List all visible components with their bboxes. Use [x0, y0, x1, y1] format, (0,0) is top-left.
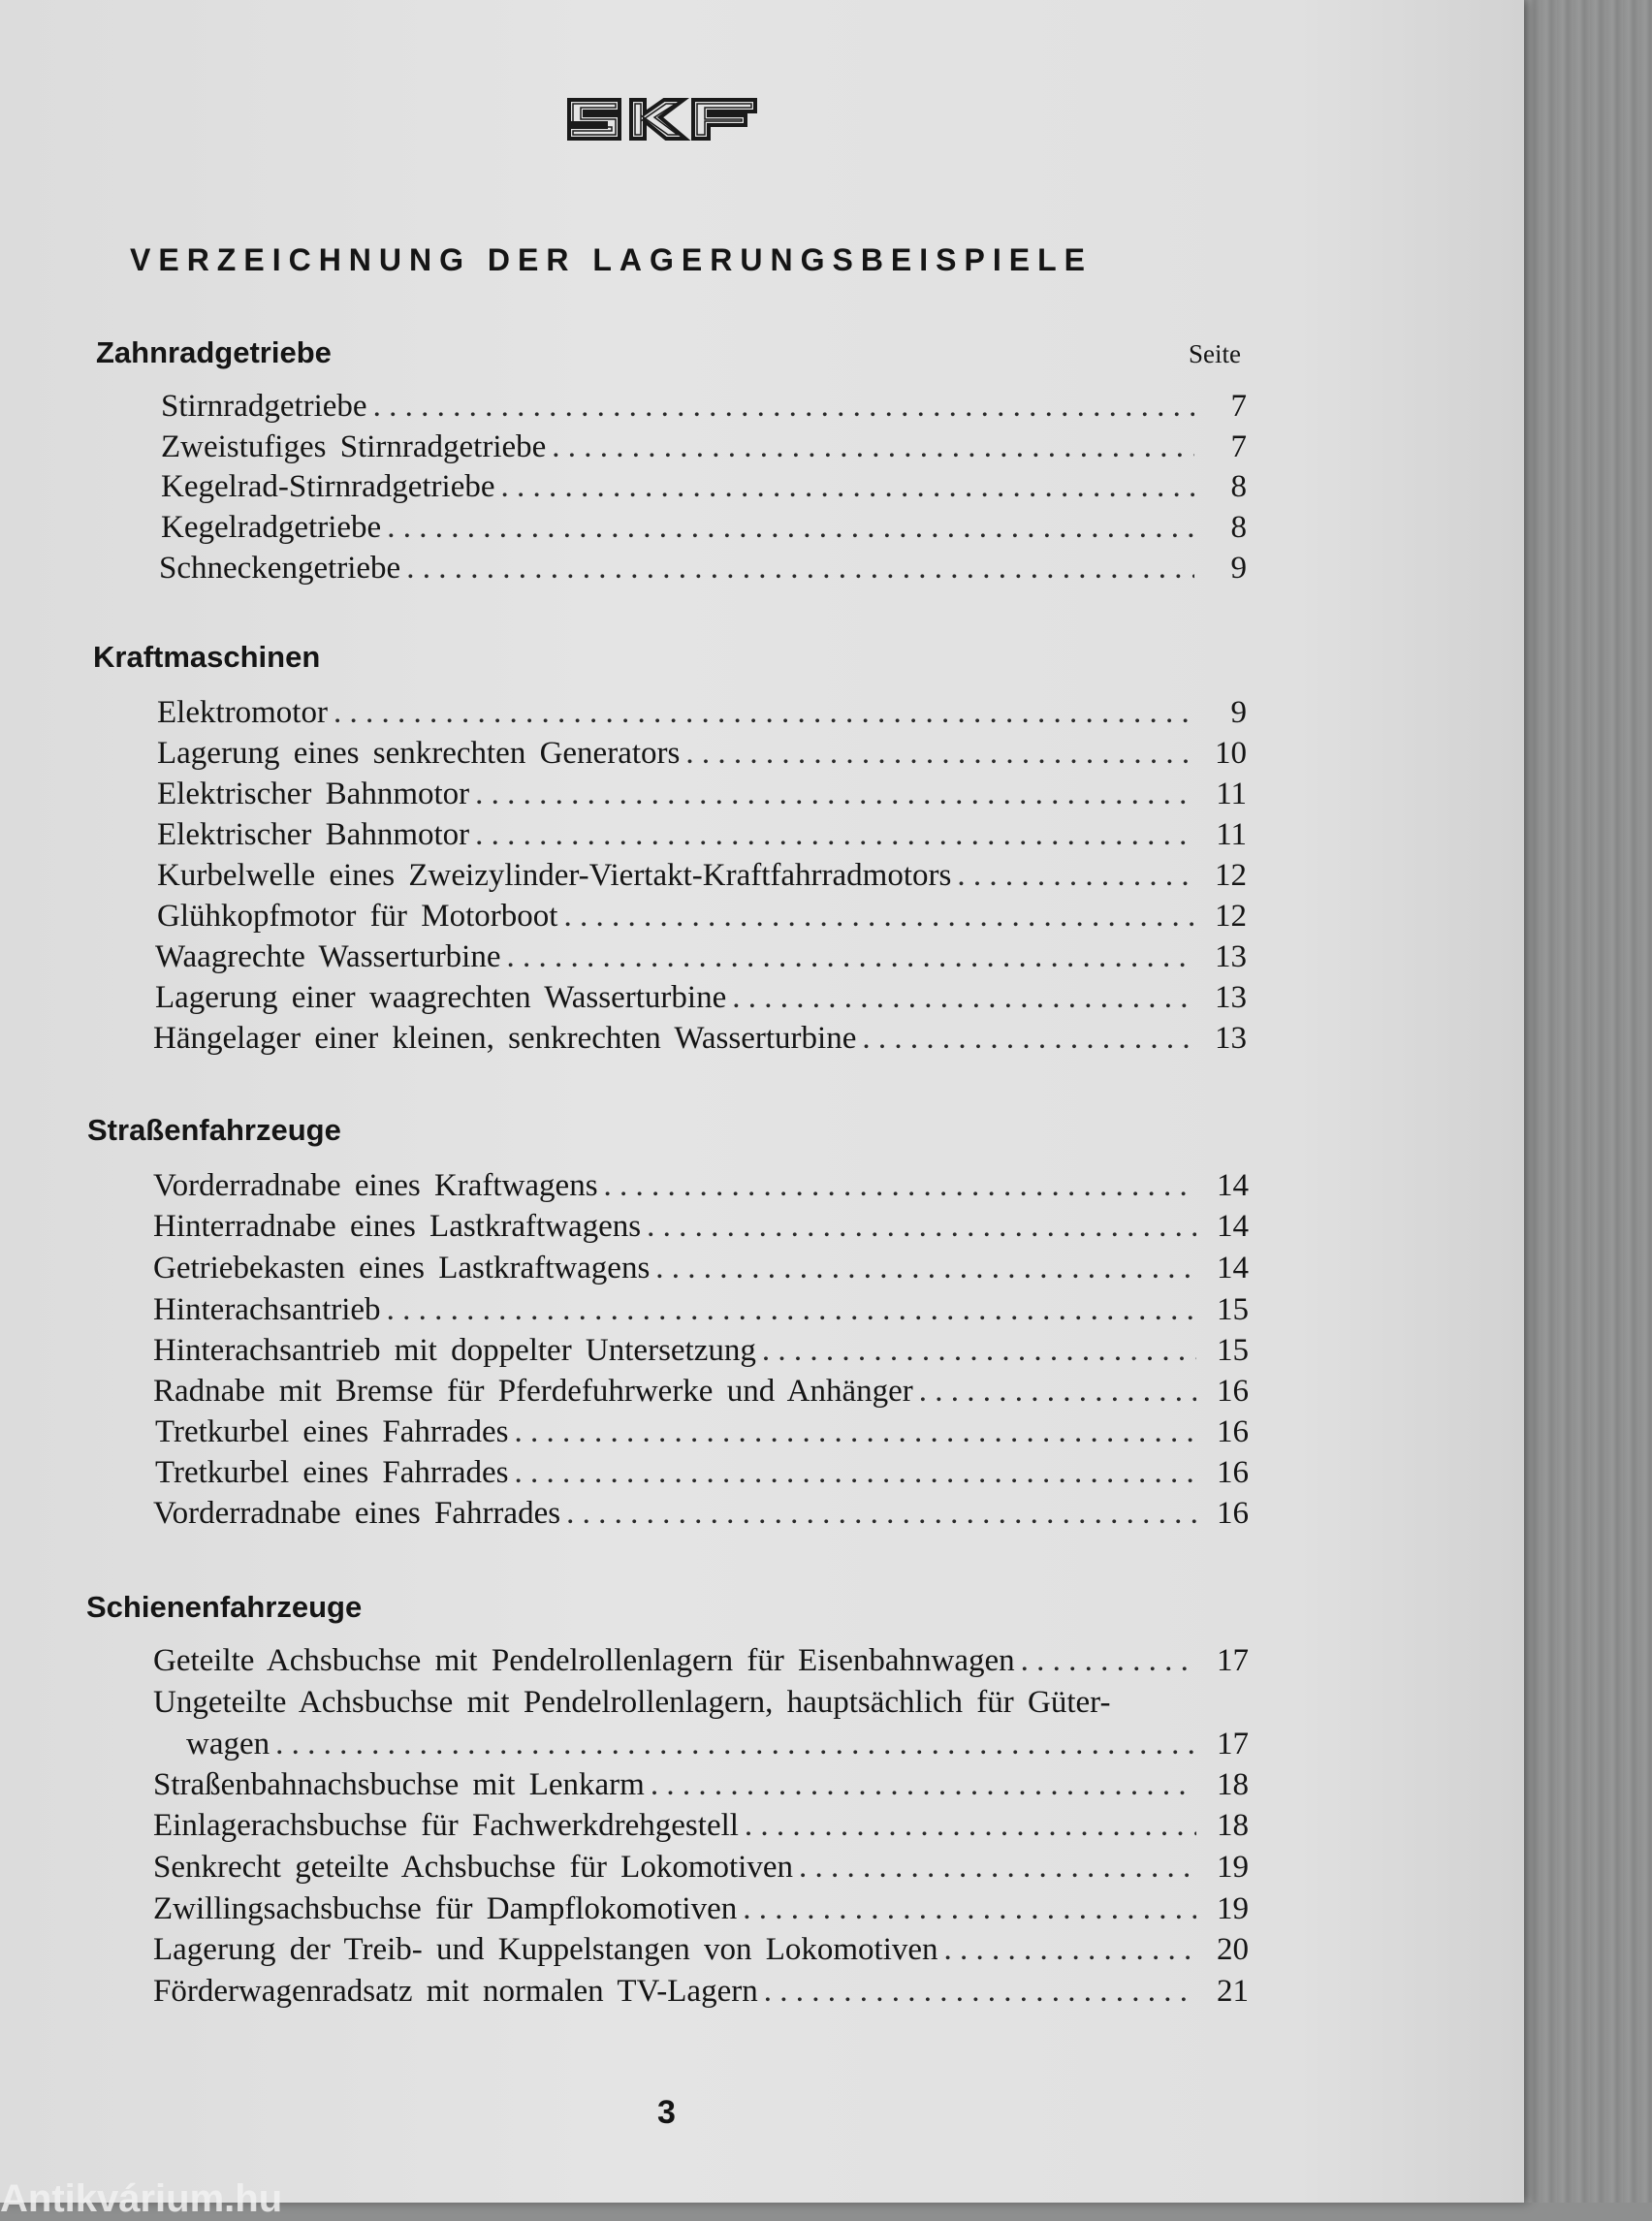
- leader-dots: [655, 1248, 1196, 1288]
- leader-dots: [507, 936, 1195, 977]
- entry-page: 10: [1215, 736, 1247, 771]
- entry-title: wagen: [186, 1727, 270, 1761]
- entry-title: Einlagerachsbuchse für Fachwerkdrehgestell: [153, 1808, 739, 1843]
- toc-entry: [155, 1452, 1249, 1493]
- entry-title: Ungeteilte Achsbuchse mit Pendelrollenlagern, hauptsächlich für Güter-: [153, 1685, 1111, 1720]
- entry-title: Glühkopfmotor für Motorboot: [157, 899, 558, 934]
- entry-page: 12: [1215, 899, 1247, 934]
- toc-entry: [153, 1888, 1249, 1929]
- leader-dots: [475, 774, 1194, 814]
- leader-dots: [799, 1847, 1196, 1888]
- entry-page: 14: [1217, 1251, 1249, 1285]
- entry-title: Zweistufiges Stirnradgetriebe: [161, 429, 547, 464]
- entry-page: 21: [1217, 1974, 1249, 2009]
- leader-dots: [373, 386, 1194, 427]
- leader-dots: [732, 977, 1194, 1018]
- toc-entry: [155, 1412, 1249, 1452]
- entry-page: 12: [1215, 858, 1247, 893]
- leader-dots: [475, 814, 1194, 855]
- toc-entry: [153, 1971, 1249, 2012]
- entry-title: Hängelager einer kleinen, senkrechten Wasserturbine: [153, 1021, 857, 1056]
- entry-page: 7: [1230, 429, 1247, 464]
- entry-page: 17: [1217, 1643, 1249, 1678]
- entry-page: 18: [1217, 1767, 1249, 1802]
- leader-dots: [743, 1888, 1196, 1929]
- toc-entry: [157, 774, 1247, 814]
- leader-dots: [501, 466, 1194, 507]
- entry-page: 11: [1216, 777, 1247, 811]
- entry-title: Förderwagenradsatz mit normalen TV-Lagern: [153, 1974, 758, 2009]
- leader-dots: [515, 1452, 1196, 1493]
- entry-page: 9: [1230, 695, 1247, 730]
- entry-page: 14: [1217, 1168, 1249, 1203]
- entry-page: 13: [1215, 980, 1247, 1015]
- entry-page: 16: [1217, 1455, 1249, 1490]
- entry-page: 7: [1230, 389, 1247, 424]
- toc-entry: [186, 1724, 1249, 1764]
- entry-title: Hinterradnabe eines Lastkraftwagens: [153, 1209, 642, 1244]
- entry-title: Zwillingsachsbuchse für Dampflokomotiven: [153, 1891, 738, 1926]
- leader-dots: [651, 1764, 1196, 1805]
- leader-dots: [685, 733, 1194, 774]
- entry-page: 8: [1230, 469, 1247, 504]
- entry-title: Geteilte Achsbuchse mit Pendelrollenlagern für Eisenbahnwagen: [153, 1643, 1015, 1678]
- entry-title: Waagrechte Wasserturbine: [155, 939, 501, 974]
- entry-page: 17: [1217, 1727, 1249, 1761]
- toc-entry: [157, 692, 1247, 733]
- entry-title: Elektromotor: [157, 695, 328, 730]
- entry-page: 15: [1217, 1333, 1249, 1368]
- entry-page: 13: [1215, 939, 1247, 974]
- entry-page: 15: [1217, 1292, 1249, 1327]
- toc-entry: [157, 896, 1247, 936]
- entry-title: Schneckengetriebe: [159, 551, 401, 586]
- toc-entry: [153, 1640, 1249, 1681]
- entry-title: Kegelrad-Stirnradgetriebe: [161, 469, 495, 504]
- toc-entry: [161, 386, 1247, 427]
- leader-dots: [604, 1165, 1196, 1206]
- entry-title: Kurbelwelle eines Zweizylinder-Viertakt-Kraftfahrradmotors: [157, 858, 952, 893]
- entry-page: 16: [1217, 1374, 1249, 1409]
- toc-entry: [153, 1248, 1249, 1288]
- entry-title: Vorderradnabe eines Kraftwagens: [153, 1168, 598, 1203]
- leader-dots: [566, 1493, 1196, 1534]
- entry-title: Straßenbahnachsbuchse mit Lenkarm: [153, 1767, 645, 1802]
- toc-entry: [153, 1330, 1249, 1371]
- leader-dots: [387, 507, 1194, 548]
- leader-dots: [944, 1929, 1196, 1970]
- entry-title: Kegelradgetriebe: [161, 510, 382, 545]
- skf-logo: [563, 92, 767, 146]
- toc-entry: [153, 1289, 1249, 1330]
- toc-entry: [157, 733, 1247, 774]
- toc-entry: [157, 855, 1247, 896]
- entry-title: Elektrischer Bahnmotor: [157, 777, 470, 811]
- leader-dots: [563, 896, 1194, 936]
- toc-entry: [153, 1018, 1247, 1059]
- toc-entry: [153, 1929, 1249, 1970]
- leader-dots: [745, 1805, 1196, 1846]
- leader-dots: [762, 1330, 1196, 1371]
- entry-page: 19: [1217, 1850, 1249, 1885]
- entry-page: 16: [1217, 1496, 1249, 1531]
- toc-entry: [161, 507, 1247, 548]
- page-number: 3: [657, 2094, 676, 2131]
- toc-entry: [153, 1206, 1249, 1247]
- entry-page: 19: [1217, 1891, 1249, 1926]
- leader-dots: [275, 1724, 1196, 1764]
- leader-dots: [406, 548, 1194, 588]
- entry-page: 14: [1217, 1209, 1249, 1244]
- section-heading: Zahnradgetriebe: [96, 335, 332, 369]
- toc-entry: [153, 1764, 1249, 1805]
- toc-entry: [153, 1847, 1249, 1888]
- leader-dots: [764, 1971, 1196, 2012]
- toc-entry-continued: [153, 1682, 1249, 1723]
- entry-title: Senkrecht geteilte Achsbuchse für Lokomotiven: [153, 1850, 793, 1885]
- entry-page: 13: [1215, 1021, 1247, 1056]
- entry-title: Tretkurbel eines Fahrrades: [155, 1414, 509, 1449]
- entry-page: 8: [1230, 510, 1247, 545]
- toc-entry: [153, 1493, 1249, 1534]
- leader-dots: [919, 1371, 1196, 1412]
- leader-dots: [515, 1412, 1196, 1452]
- entry-title: Stirnradgetriebe: [161, 389, 367, 424]
- section-heading: Kraftmaschinen: [93, 640, 321, 674]
- entry-title: Elektrischer Bahnmotor: [157, 817, 470, 852]
- section-heading: Straßenfahrzeuge: [87, 1113, 341, 1147]
- leader-dots: [862, 1018, 1194, 1059]
- toc-entry: [153, 1805, 1249, 1846]
- entry-title: Hinterachsantrieb mit doppelter Untersetzung: [153, 1333, 756, 1368]
- toc-entry: [153, 1371, 1249, 1412]
- toc-entry: [155, 977, 1247, 1018]
- toc-entry: [153, 1165, 1249, 1206]
- entry-page: 11: [1216, 817, 1247, 852]
- entry-title: Radnabe mit Bremse für Pferdefuhrwerke und Anhänger: [153, 1374, 913, 1409]
- entry-title: Getriebekasten eines Lastkraftwagens: [153, 1251, 651, 1285]
- entry-page: 20: [1217, 1932, 1249, 1967]
- toc-entry: [157, 814, 1247, 855]
- entry-title: Vorderradnabe eines Fahrrades: [153, 1496, 561, 1531]
- entry-page: 9: [1230, 551, 1247, 586]
- entry-page: 16: [1217, 1414, 1249, 1449]
- leader-dots: [552, 427, 1194, 467]
- entry-page: 18: [1217, 1808, 1249, 1843]
- leader-dots: [957, 855, 1194, 896]
- leader-dots: [334, 692, 1194, 733]
- toc-entry: [155, 936, 1247, 977]
- entry-title: Lagerung der Treib- und Kuppelstangen von Lokomotiven: [153, 1932, 938, 1967]
- page-title: VERZEICHNUNG DER LAGERUNGSBEISPIELE: [130, 242, 1093, 277]
- entry-title: Lagerung einer waagrechten Wasserturbine: [155, 980, 727, 1015]
- leader-dots: [647, 1206, 1196, 1247]
- toc-entry: [161, 427, 1247, 467]
- leader-dots: [387, 1289, 1196, 1330]
- section-heading: Schienenfahrzeuge: [86, 1590, 363, 1624]
- background-board: [1524, 0, 1652, 2203]
- entry-title: Tretkurbel eines Fahrrades: [155, 1455, 509, 1490]
- toc-entry: [161, 466, 1247, 507]
- leader-dots: [1021, 1640, 1196, 1681]
- entry-title: Lagerung eines senkrechten Generators: [157, 736, 681, 771]
- entry-title: Hinterachsantrieb: [153, 1292, 381, 1327]
- toc-entry: [159, 548, 1247, 588]
- watermark: Antikvárium.hu: [0, 2177, 283, 2220]
- seite-label: Seite: [1189, 339, 1241, 368]
